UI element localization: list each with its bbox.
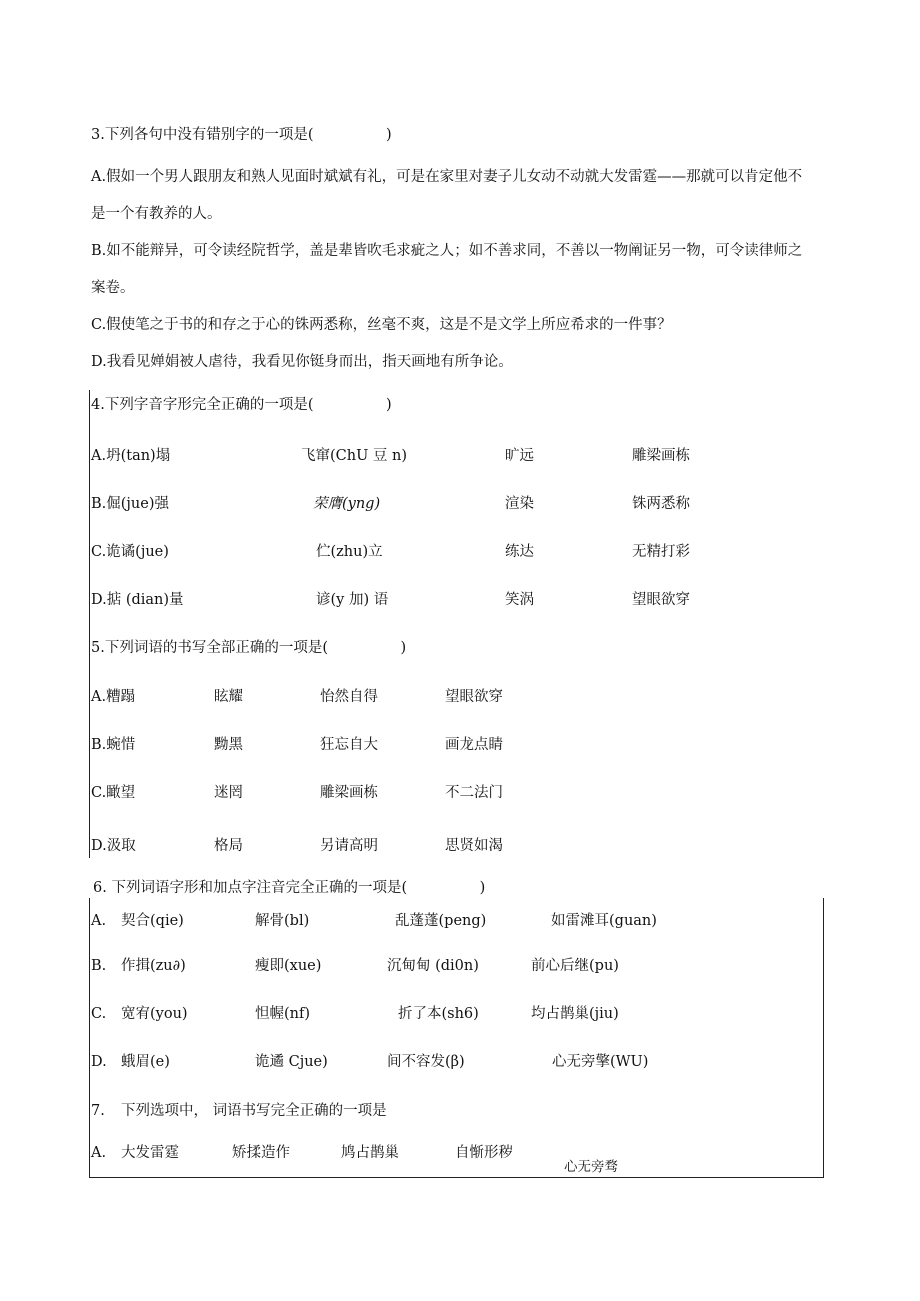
q4-b-1: B.倔(jue)强 bbox=[91, 496, 169, 512]
q3-option-b-line1: B.如不能辩异，可令读经院哲学，盖是辈皆吹毛求疵之人；如不善求同，不善以一物阐证另一物，可令读律师之 bbox=[91, 243, 803, 259]
q4-b-4: 铢两悉称 bbox=[632, 496, 690, 512]
q6-d-4: 心无旁擎(WU) bbox=[552, 1054, 649, 1070]
q6-b-4: 前心后继(pu) bbox=[531, 958, 619, 974]
q6-c-1: 宽宥(you) bbox=[121, 1006, 188, 1022]
q5-c-4: 不二法门 bbox=[445, 785, 503, 801]
q5-a-4: 望眼欲穿 bbox=[445, 689, 503, 705]
q4-c-3: 练达 bbox=[505, 544, 534, 560]
q5-d-2: 格局 bbox=[214, 838, 243, 854]
q4-stem: 4.下列字音字形完全正确的一项是( ) bbox=[91, 397, 392, 413]
q6-b-label: B. bbox=[91, 958, 107, 974]
q5-d-3: 另请高明 bbox=[320, 838, 378, 854]
q5-b-3: 狂忘自大 bbox=[320, 737, 378, 753]
q7-a-4: 自惭形秽 bbox=[455, 1145, 513, 1161]
q6-c-4: 均占鹊巢(jiu) bbox=[531, 1006, 619, 1022]
q5-c-1: C.瞰望 bbox=[91, 785, 136, 801]
q4-c-4: 无精打彩 bbox=[632, 544, 690, 560]
q6-q7-box-right bbox=[823, 898, 824, 1178]
q5-b-1: B.蜿惜 bbox=[91, 737, 136, 753]
q5-d-4: 思贤如渴 bbox=[445, 838, 503, 854]
q3-option-b-line2: 案卷。 bbox=[91, 280, 135, 296]
q4-d-2: 谚(y 加) 语 bbox=[316, 592, 389, 608]
q6-b-1: 作揖(zu∂) bbox=[121, 958, 186, 974]
q7-number: 7. bbox=[91, 1103, 105, 1119]
q5-b-2: 黝黑 bbox=[214, 737, 243, 753]
q3-option-d: D.我看见婵娟被人虐待，我看见你铤身而出，指天画地有所争论。 bbox=[91, 354, 513, 370]
q3-option-a-line1: A.假如一个男人跟朋友和熟人见面时斌斌有礼，可是在家里对妻子儿女动不动就大发雷霆——那就可以肯定他不 bbox=[91, 169, 803, 185]
q4-d-4: 望眼欲穿 bbox=[632, 592, 690, 608]
q7-extra-word: 心无旁骛 bbox=[564, 1159, 618, 1175]
q5-a-1: A.糟蹋 bbox=[91, 689, 136, 705]
q3-option-c: C.假使笔之于书的和存之于心的铢两悉称，丝毫不爽，这是不是文学上所应希求的一件事？ bbox=[91, 317, 672, 333]
q6-q7-box-bottom bbox=[89, 1177, 824, 1178]
q5-b-4: 画龙点睛 bbox=[445, 737, 503, 753]
q7-a-1: 大发雷霆 bbox=[121, 1145, 179, 1161]
q4-d-3: 笑涡 bbox=[505, 592, 534, 608]
q6-b-3: 沉甸甸 (di0n) bbox=[387, 958, 479, 974]
q5-c-3: 雕梁画栋 bbox=[320, 785, 378, 801]
q4-c-1: C.诡谲(jue) bbox=[91, 544, 169, 560]
q6-a-2: 解骨(bl) bbox=[255, 913, 310, 929]
q4-b-2: 荣膺(yng) bbox=[313, 496, 381, 512]
q4-c-2: 伫(zhu)立 bbox=[316, 544, 383, 560]
q5-stem: 5.下列词语的书写全部正确的一项是( ) bbox=[91, 640, 407, 656]
q5-c-2: 迷罔 bbox=[214, 785, 243, 801]
q7-stem: 下列选项中， 词语书写完全正确的一项是 bbox=[121, 1103, 387, 1119]
q4-a-1: A.坍(tan)塌 bbox=[91, 448, 171, 464]
q5-a-3: 怡然自得 bbox=[320, 689, 378, 705]
q6-d-2: 诡遹 Cjue) bbox=[255, 1054, 328, 1070]
q6-c-label: C. bbox=[91, 1006, 107, 1022]
q5-a-2: 眩耀 bbox=[214, 689, 243, 705]
q6-a-1: 契合(qie) bbox=[121, 913, 184, 929]
q4-a-2: 飞窜(ChU 豆 n) bbox=[301, 448, 408, 464]
q7-a-2: 矫揉造作 bbox=[232, 1145, 290, 1161]
q5-d-1: D.汲取 bbox=[91, 838, 136, 854]
q4-a-4: 雕梁画栋 bbox=[632, 448, 690, 464]
q6-stem: 6. 下列词语字形和加点字注音完全正确的一项是( ) bbox=[93, 880, 486, 896]
q7-a-label: A. bbox=[91, 1145, 107, 1161]
q4-q5-left-rule bbox=[89, 390, 90, 858]
q6-a-3: 乱蓬蓬(peng) bbox=[395, 913, 487, 929]
q3-option-a-line2: 是一个有教养的人。 bbox=[91, 206, 222, 222]
q6-a-label: A. bbox=[91, 913, 107, 929]
q7-a-3: 鸠占鹊巢 bbox=[341, 1145, 399, 1161]
q4-d-1: D.掂 (dian)量 bbox=[91, 592, 184, 608]
q6-d-3: 间不容发(β) bbox=[387, 1054, 465, 1070]
q6-d-label: D. bbox=[91, 1054, 107, 1070]
q6-c-3: 折了本(sh6) bbox=[398, 1006, 479, 1022]
q3-stem: 3.下列各句中没有错别字的一项是( ) bbox=[91, 127, 392, 143]
q4-a-3: 旷远 bbox=[505, 448, 534, 464]
q6-q7-box-left bbox=[89, 898, 90, 1178]
q6-b-2: 瘦即(xue) bbox=[255, 958, 322, 974]
q4-b-3: 渲染 bbox=[505, 496, 534, 512]
q6-a-4: 如雷滩耳(guan) bbox=[551, 913, 657, 929]
q6-d-1: 蛾眉(e) bbox=[121, 1054, 170, 1070]
q6-c-2: 怛幄(nf) bbox=[255, 1006, 311, 1022]
